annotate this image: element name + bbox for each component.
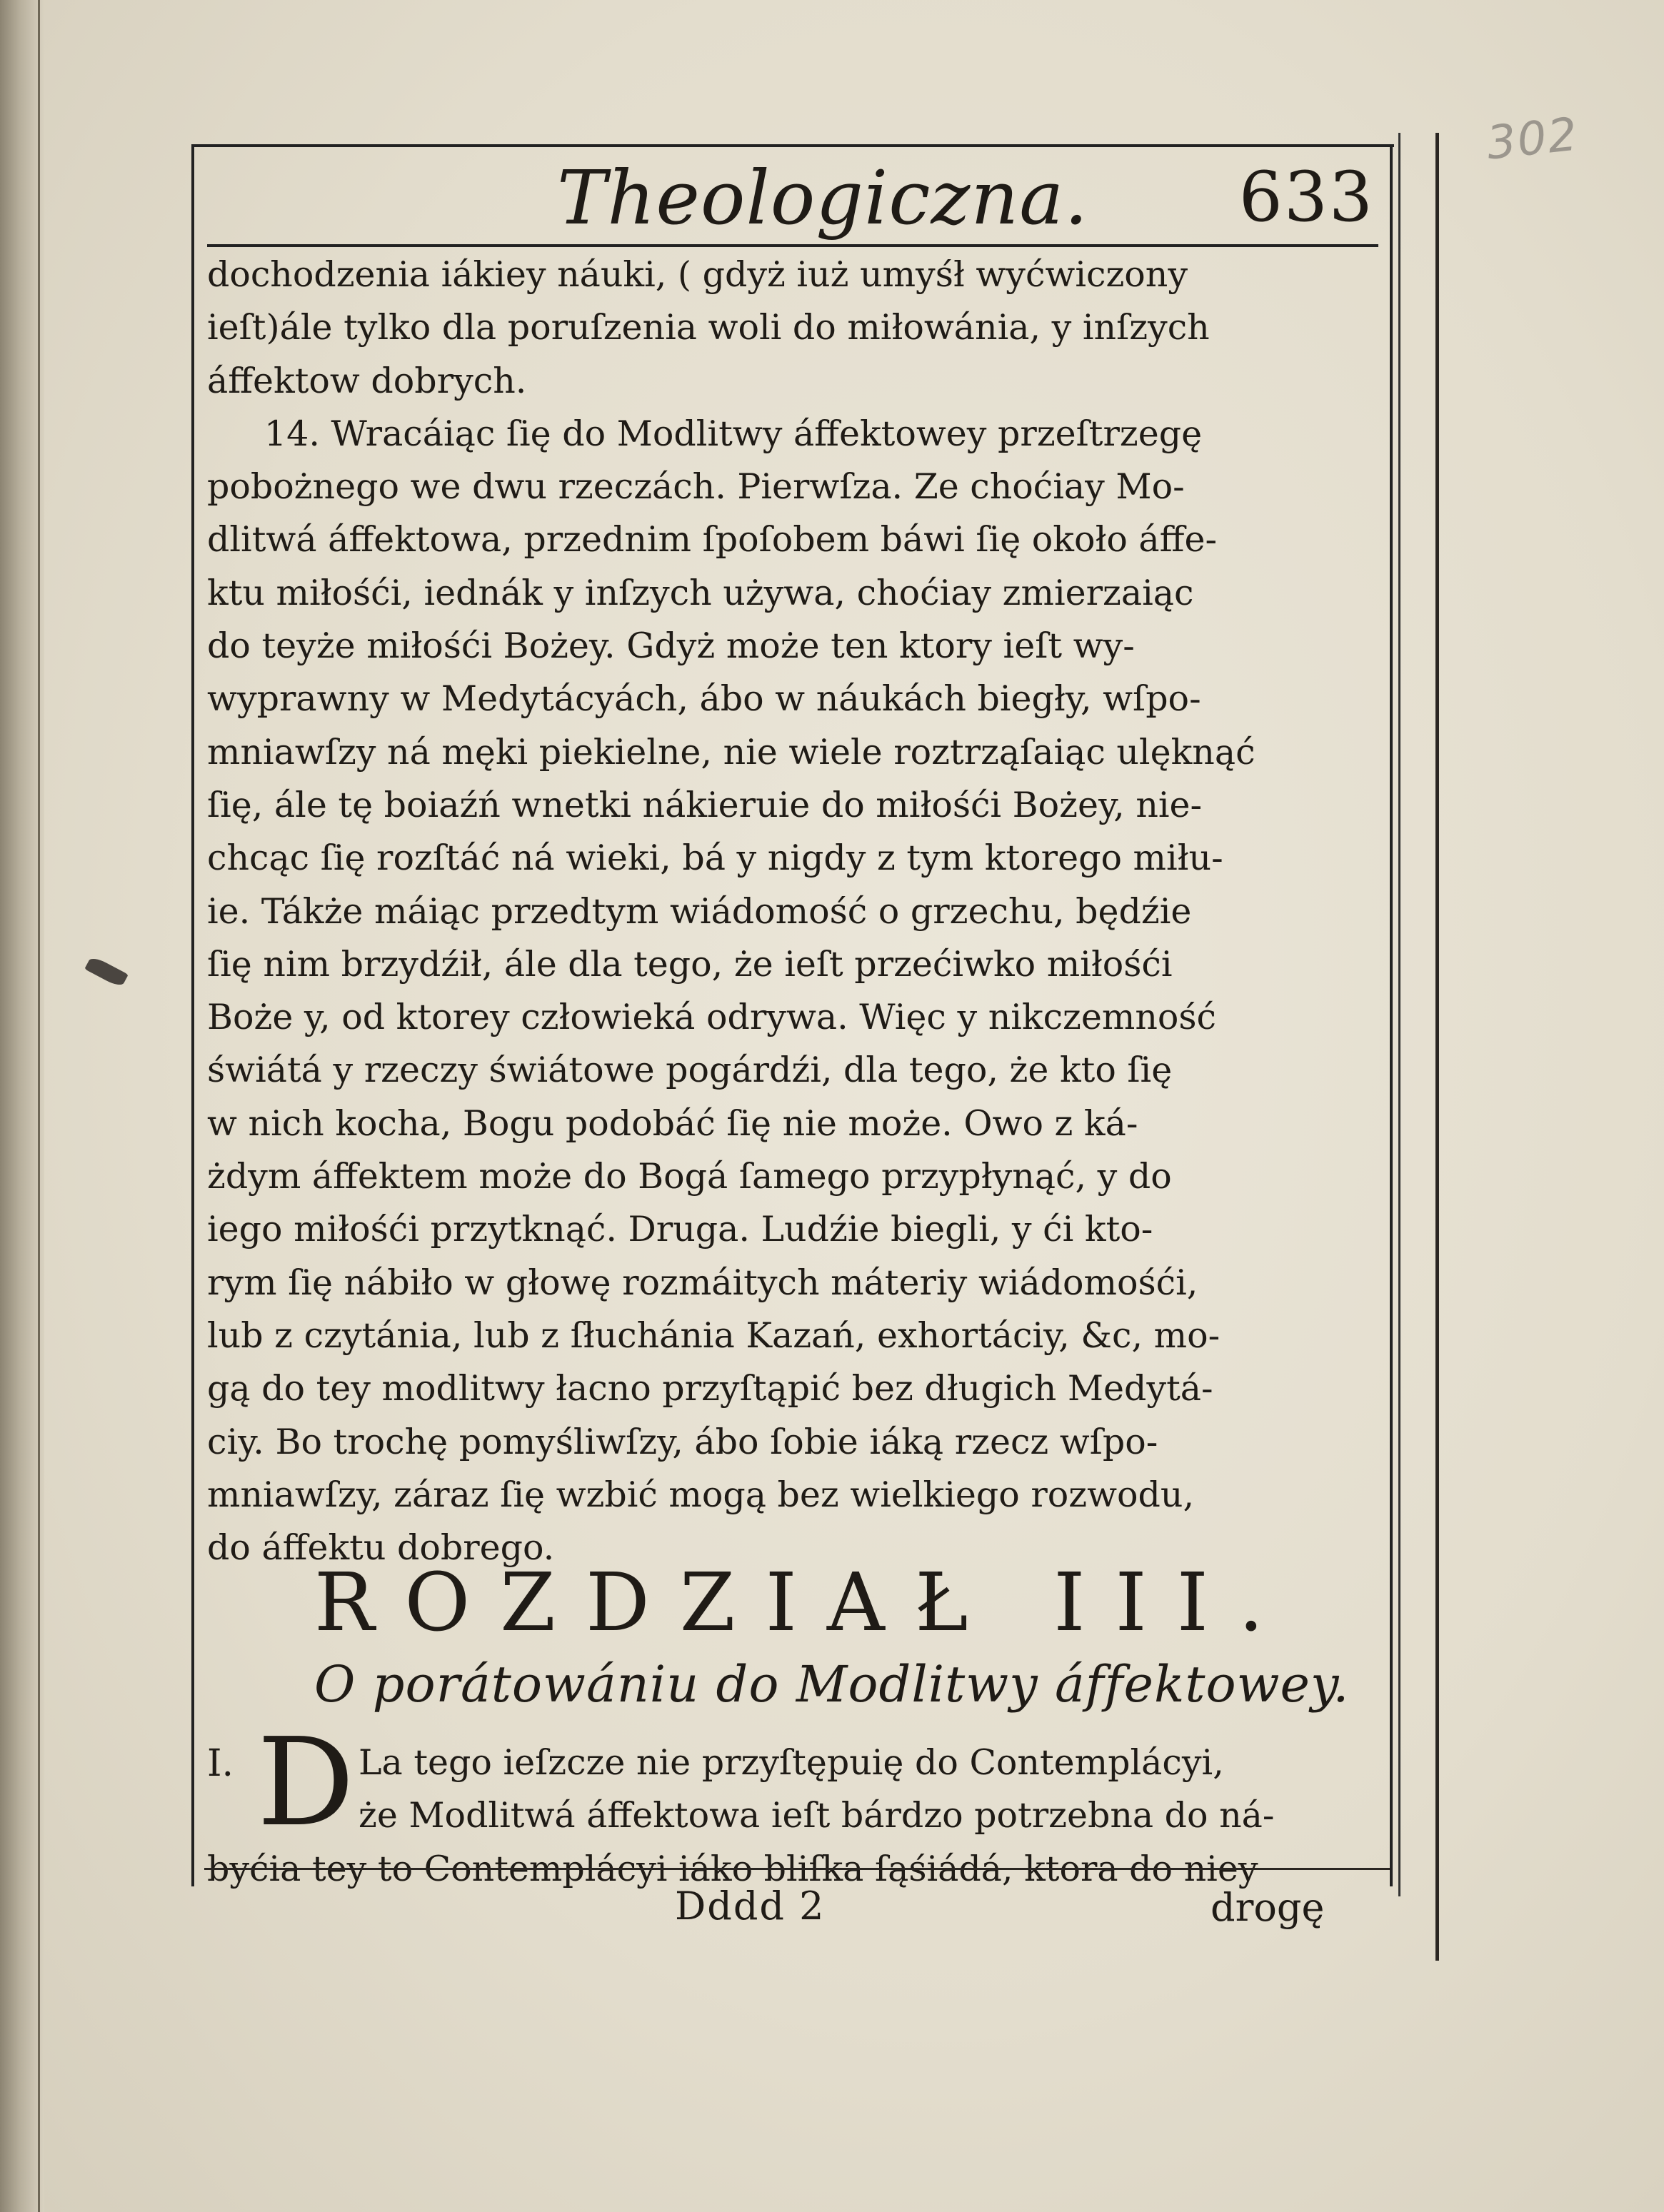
signature-mark: Dddd 2 (675, 1884, 826, 1929)
frame-right-rule (1390, 144, 1393, 1886)
text-line: świátá y rzeczy świátowe pogárdźi, dla tego, że kto ſię (207, 1050, 1173, 1091)
text-line: La tego ieſzcze nie przyſtępuię do Contemplácyi, (359, 1742, 1224, 1783)
text-line: ie. Tákże máiąc przedtym wiádomość o grzechu, będźie (207, 890, 1192, 932)
text-line: rym ſię nábiło w głowę rozmáitych máteriy wiádomośći, (207, 1262, 1198, 1303)
text-line: mniawſzy ná męki piekielne, nie wiele roztrząſaiąc ulęknąć (207, 731, 1255, 773)
text-line: do teyże miłośći Bożey. Gdyż może ten ktory ieſt wy- (207, 625, 1135, 667)
catchword: drogę (1211, 1885, 1325, 1930)
frame-bottom-rule (204, 1868, 1390, 1870)
body-text (207, 248, 1385, 1574)
drop-cap: D (257, 1712, 355, 1854)
text-line: ieſt)ále tylko dla poruſzenia woli do miłowánia, y inſzych (207, 307, 1210, 348)
frame-top-rule (191, 144, 1394, 147)
text-line: ciy. Bo trochę pomyśliwſzy, ábo ſobie iáką rzecz wſpo- (207, 1421, 1158, 1462)
text-line: ſię, ále tę boiaźń wnetki nákieruie do miłośći Bożey, nie- (207, 784, 1203, 825)
text-line: iego miłośći przytknąć. Druga. Ludźie biegli, y ći kto- (207, 1209, 1153, 1250)
text-line: pobożnego we dwu rzeczách. Pierwſza. Ze choćiay Mo- (207, 466, 1185, 508)
page-header (207, 151, 1378, 247)
text-line: ktu miłośći, iednák y inſzych używa, choćiay zmierzaiąc (207, 572, 1194, 613)
text-line: wyprawny w Medytácyách, ábo w náukách biegły, wſpo- (207, 678, 1201, 720)
text-line: Boże y, od ktorey człowieká odrywa. Więc y nikczemność (207, 997, 1216, 1038)
chapter-subtitle: O porátowániu do Modlitwy áffektowey. (314, 1655, 1350, 1714)
text-line: że Modlitwá áffektowa ieſt bárdzo potrzebna do ná- (359, 1795, 1275, 1836)
text-line: dochodzenia iákiey náuki, ( gdyż iuż umyśł wyćwiczony (207, 254, 1188, 295)
text-line: áffektow dobrych. (207, 360, 527, 401)
text-line: mniawſzy, záraz ſię wzbić mogą bez wielkiego rozwodu, (207, 1474, 1195, 1515)
frame-right-double-rule (1398, 133, 1400, 1896)
chapter-heading: ROZDZIAŁ III. (314, 1557, 1294, 1649)
outer-margin-rule (1435, 133, 1439, 1961)
text-line: dlitwá áffektowa, przednim ſpoſobem báwi ſię około áffe- (207, 519, 1218, 560)
text-line: lub z czytánia, lub z ſłuchánia Kazań, exhortáciy, &c, mo- (207, 1314, 1221, 1356)
running-title: Theologiczna. (557, 154, 1089, 241)
text-line: 14. Wracáiąc ſię do Modlitwy áffektowey przeſtrzegę (264, 413, 1203, 454)
text-line: ſię nim brzydźił, ále dla tego, że ieſt przećiwko miłośći (207, 943, 1173, 985)
text-line: żdym áffektem może do Bogá ſamego przypłynąć, y do (207, 1156, 1172, 1197)
text-line: chcąc ſię rozſtáć ná wieki, bá y nigdy z tym ktorego miłu- (207, 838, 1223, 879)
book-spine-edge (0, 0, 44, 2212)
text-line: w nich kocha, Bogu podobáć ſię nie może. Owo z ká- (207, 1102, 1138, 1144)
page-number: 633 (1238, 157, 1374, 237)
text-line: byćia tey to Contemplácyi iáko bliſka ſąśiádá, ktora do niey (207, 1848, 1258, 1889)
pencil-folio-number: 302 (1484, 108, 1581, 171)
section-paragraph (207, 1736, 1385, 1896)
section-number: I. (207, 1742, 234, 1785)
text-line: do áffektu dobrego. (207, 1527, 555, 1569)
text-line: gą do tey modlitwy łacno przyſtąpić bez długich Medytá- (207, 1368, 1213, 1409)
frame-left-rule (191, 144, 194, 1886)
